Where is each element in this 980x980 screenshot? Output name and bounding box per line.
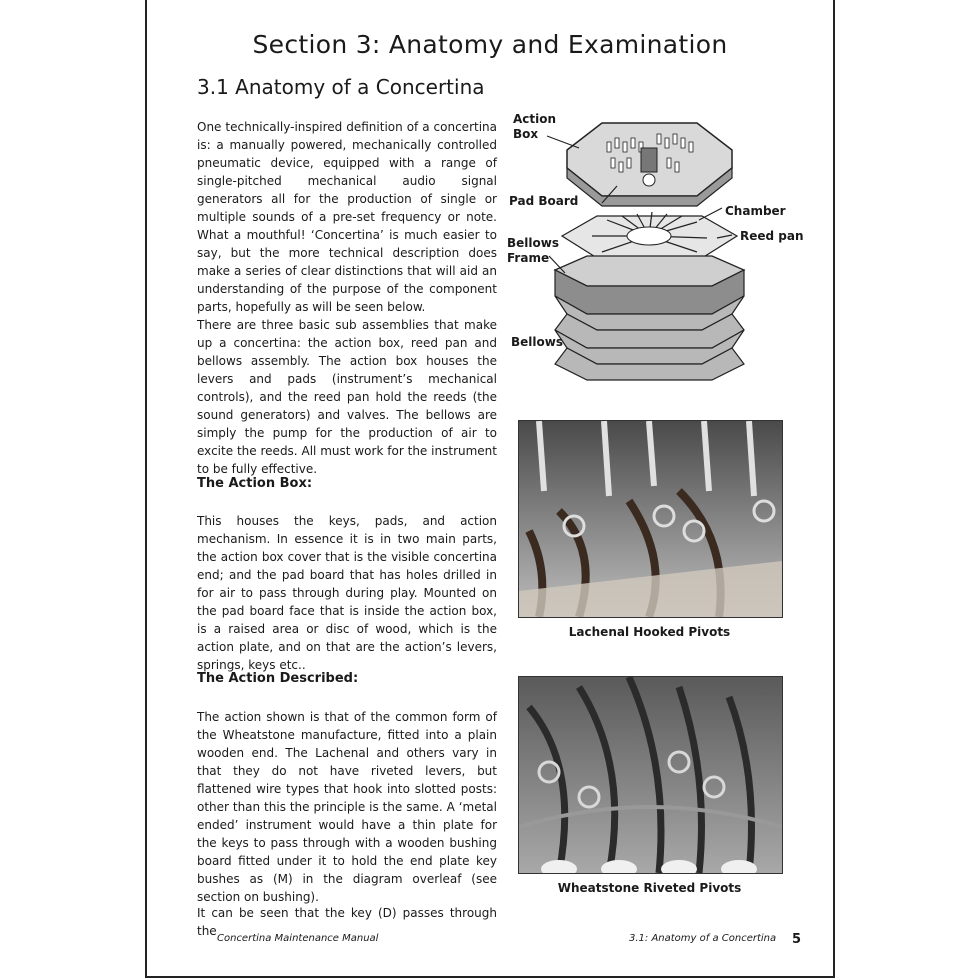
label-action-box: Action Box: [513, 112, 557, 141]
action-box-shape: [567, 123, 732, 206]
caption-wheatstone: Wheatstone Riveted Pivots: [557, 881, 742, 895]
bellows-frame-shape: [555, 256, 744, 314]
paragraph-text: It can be seen that the key (D) passes through the: [197, 906, 497, 938]
paragraph-sub-assemblies: [197, 316, 497, 478]
paragraph-action-box: [197, 512, 497, 674]
paragraph-text: This houses the keys, pads, and action mechanism. In essence it is in two main parts, the action box cover that is the visible concertina end; and the pad board that has holes drilled in for air to pass through during play. Mounted on the pad board face that is inside the action box, is a raised area or disc of wood, which is the action plate, and on that are the action’s levers, springs, keys etc..: [197, 514, 497, 672]
page-number: 5: [792, 932, 802, 947]
subsection-title: 3.1 Anatomy of a Concertina: [197, 75, 485, 99]
caption-lachenal: Lachenal Hooked Pivots: [568, 625, 731, 639]
concertina-exploded-diagram: [507, 108, 807, 383]
wheatstone-pivots-photo: [518, 676, 783, 874]
label-pad-board: Pad Board: [509, 194, 579, 208]
label-reed-pan: Reed pan: [740, 229, 804, 243]
lachenal-pivots-photo: [518, 420, 783, 618]
reed-pan-shape: [562, 212, 737, 258]
section-title: Section 3: Anatomy and Examination: [252, 30, 728, 59]
heading-text: The Action Described:: [197, 671, 359, 686]
paragraph-text: One technically-inspired definition of a concertina is: a manually powered, mechanically controlled pneumatic device, equipped with a range of single-pitched mechanical audio signal generators all for the production of single or multiple sounds of a pre-set frequency or note. What a mouthful! ‘Concertina’ is much easier to say, but the more technical description does make a series of clear distinctions that will aid an understanding of the purpose of the component parts, hopefully as will be seen below.: [197, 120, 497, 314]
label-bellows: Bellows: [511, 335, 563, 349]
heading-action-described: [197, 670, 497, 688]
photo-illustration: [519, 421, 782, 617]
paragraph-text: There are three basic sub assemblies that make up a concertina: the action box, reed pan and bellows assembly. The action box houses the levers and pads (instrument’s mechanical controls), and the reed pan hold the reeds (the sound generators) and valves. The bellows are simply the pump for the production of air to excite the reeds. All must work for the instrument to be fully effective.: [197, 318, 497, 476]
heading-text: The Action Box:: [197, 476, 313, 491]
label-chamber: Chamber: [725, 204, 786, 218]
photo-illustration: [519, 677, 782, 873]
label-bellows-frame: Bellows Frame: [507, 236, 559, 265]
manual-page: [145, 0, 835, 978]
footer-section: 3.1: Anatomy of a Concertina: [629, 933, 777, 944]
paragraph-action-described: [197, 708, 497, 906]
paragraph-text: The action shown is that of the common form of the Wheatstone manufacture, fitted into a plain wooden end. The Lachenal and others vary in that they do not have riveted levers, but flattened wire types that hook into slotted posts: other than this the principle is the same. A ‘metal ended’ instrument would have a thin plate for the keys to pass through with a wooden bushing board fitted under it to hold the end plate key bushes as (M) in the diagram overleaf (see section on bushing).: [197, 710, 497, 904]
footer-manual-title: Concertina Maintenance Manual: [217, 933, 379, 944]
paragraph-definition: [197, 118, 497, 316]
heading-action-box: [197, 475, 497, 493]
